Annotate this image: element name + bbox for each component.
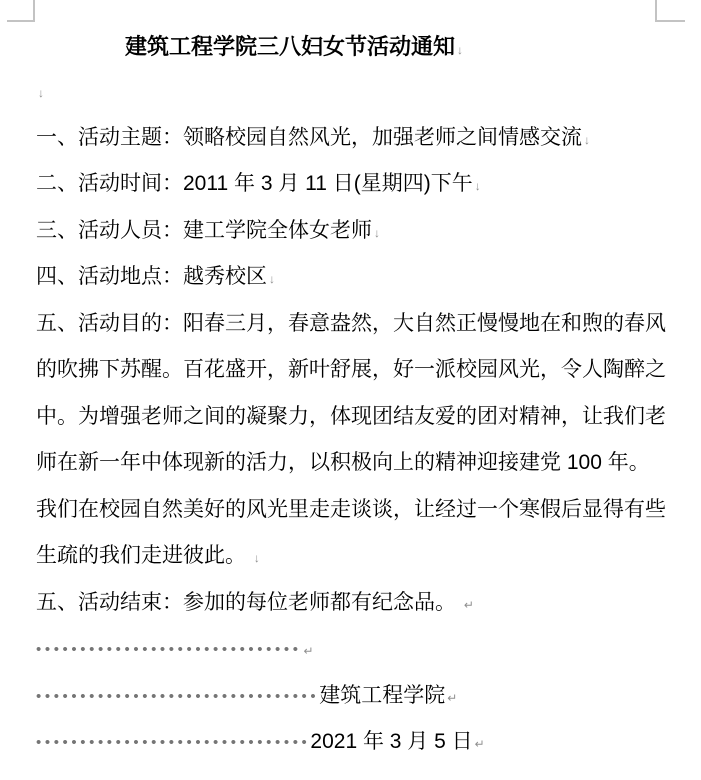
document-line[interactable] <box>36 440 686 487</box>
line-text: 师在新一年中体现新的活力，以积极向上的精神迎接建党 100 年。 <box>36 451 650 474</box>
document-line[interactable] <box>36 487 686 534</box>
line-text: 我们在校园自然美好的风光里走走谈谈，让经过一个寒假后显得有些 <box>36 497 666 521</box>
document-body[interactable] <box>36 68 686 766</box>
line-break-mark-icon: ↓ <box>584 132 590 147</box>
document-title-text: 建筑工程学院三八妇女节活动通知 <box>125 34 456 59</box>
line-text: 的吹拂下苏醒。百花盛开，新叶舒展，好一派校园风光，令人陶醉之 <box>36 358 666 381</box>
line-break-mark-icon: ↓ <box>457 43 464 57</box>
dot-leader: ••••••••••••••••••••••••••••••• <box>36 734 311 751</box>
document-line[interactable] <box>36 68 686 115</box>
paragraph-mark-icon: ↵ <box>303 644 314 658</box>
paragraph-mark-icon: ↵ <box>447 690 458 705</box>
document-line[interactable] <box>36 673 686 720</box>
paragraph-mark-icon: ↵ <box>463 597 474 612</box>
margin-crop-mark-top-right <box>655 0 685 22</box>
line-text: 2021 年 3 月 5 日 <box>310 730 473 753</box>
document-line[interactable] <box>36 719 686 766</box>
document-line[interactable] <box>36 533 686 580</box>
document-line[interactable] <box>36 347 686 394</box>
line-text: 中。为增强老师之间的凝聚力，体现团结友爱的团对精神，让我们老 <box>36 404 666 428</box>
line-break-mark-icon: ↓ <box>374 225 380 240</box>
document-line[interactable] <box>36 208 686 255</box>
document-line[interactable] <box>36 580 686 627</box>
line-break-mark-icon: ↓ <box>253 551 260 565</box>
line-text: 二、活动时间：2011 年 3 月 11 日(星期四)下午 <box>36 172 473 195</box>
line-break-mark-icon: ↓ <box>474 179 481 193</box>
line-text: 一、活动主题：领略校园自然风光，加强老师之间情感交流 <box>36 125 582 149</box>
dot-leader: •••••••••••••••••••••••••••••••• <box>36 687 320 705</box>
margin-crop-mark-top-left <box>7 0 35 22</box>
line-text: 生疏的我们走进彼此。 <box>36 544 252 567</box>
line-text: 五、活动目的：阳春三月，春意盎然，大自然正慢慢地在和煦的春风 <box>36 311 666 335</box>
line-text: 三、活动人员：建工学院全体女老师 <box>36 218 372 242</box>
document-line[interactable] <box>36 254 686 301</box>
line-break-mark-icon: ↓ <box>38 86 44 100</box>
document-title[interactable] <box>125 30 463 61</box>
line-text: 五、活动结束：参加的每位老师都有纪念品。 <box>36 590 462 614</box>
line-text: 四、活动地点：越秀校区 <box>36 265 267 288</box>
paragraph-mark-icon: ↵ <box>474 737 485 751</box>
document-line[interactable] <box>36 115 686 162</box>
document-line[interactable] <box>36 161 686 208</box>
document-line[interactable] <box>36 626 686 673</box>
dot-leader: •••••••••••••••••••••••••••••• <box>36 641 302 658</box>
document-line[interactable] <box>36 301 686 348</box>
line-break-mark-icon: ↓ <box>269 272 275 286</box>
document-line[interactable] <box>36 394 686 441</box>
line-text: 建筑工程学院 <box>319 683 446 707</box>
